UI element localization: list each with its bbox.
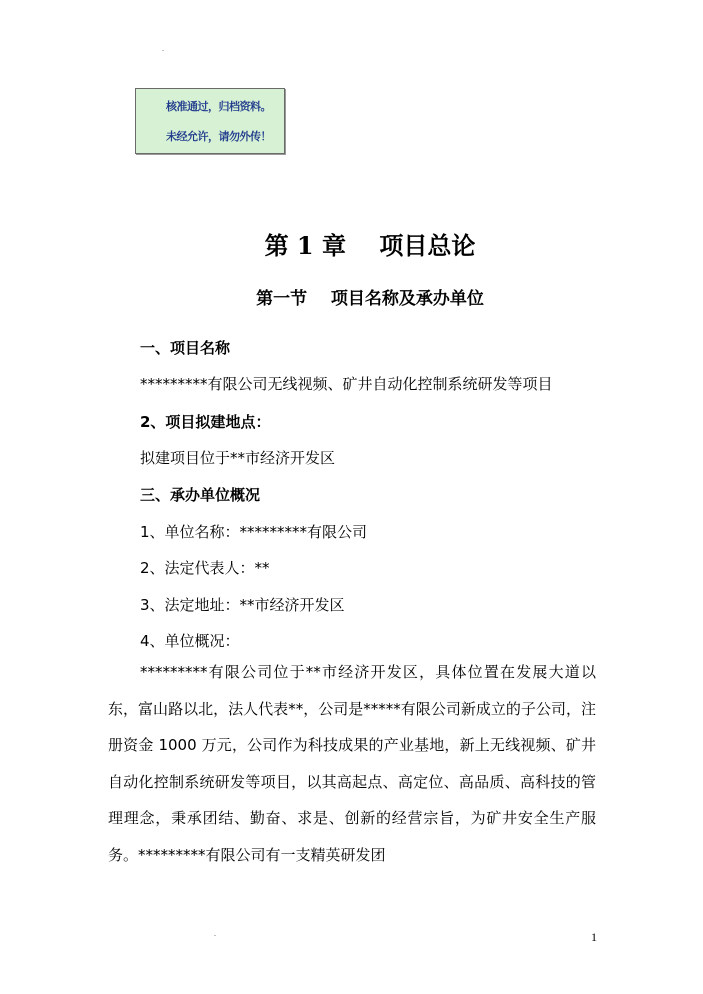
approval-stamp [135, 88, 285, 154]
org-item-representative: 2、法定代表人：** [140, 559, 270, 577]
stamp-line-approved: 核准通过，归档资料。 [166, 100, 271, 113]
project-name-text: *********有限公司无线视频、矿井自动化控制系统研发等项目 [140, 375, 553, 393]
location-text: 拟建项目位于**市经济开发区 [140, 449, 336, 467]
top-decorative-dot [162, 50, 164, 51]
heading-org-overview: 三、承办单位概况 [140, 486, 261, 504]
overview-paragraph: *********有限公司位于**市经济开发区，具体位置在发展大道以东，富山路以北，法人代表**，公司是*****有限公司新成立的子公司，注册资金 1000 万元，公司作为科技成果的产业基地，新上无线视频、矿井自动化控制系统研发等项目，以其高起点、高定位、高品质、高科技的管理理念，秉承团结、勤奋、求是、创新的经营宗旨，为矿井安全生产服务。*********有限公司有一支精英研发团 [108, 663, 596, 864]
heading-location: 2、项目拟建地点： [140, 413, 271, 431]
section-title: 第一节 项目名称及承办单位 [256, 289, 484, 309]
org-item-name: 1、单位名称：*********有限公司 [140, 523, 368, 541]
org-item-address: 3、法定地址：**市经济开发区 [140, 596, 345, 614]
chapter-title: 第 1 章 项目总论 [264, 231, 476, 260]
org-item-overview: 4、单位概况： [140, 632, 240, 650]
page-number: 1 [591, 930, 597, 944]
heading-project-name: 一、项目名称 [140, 339, 231, 357]
bottom-decorative-dot [214, 935, 216, 936]
stamp-line-confidential: 未经允许，请勿外传！ [166, 130, 271, 143]
